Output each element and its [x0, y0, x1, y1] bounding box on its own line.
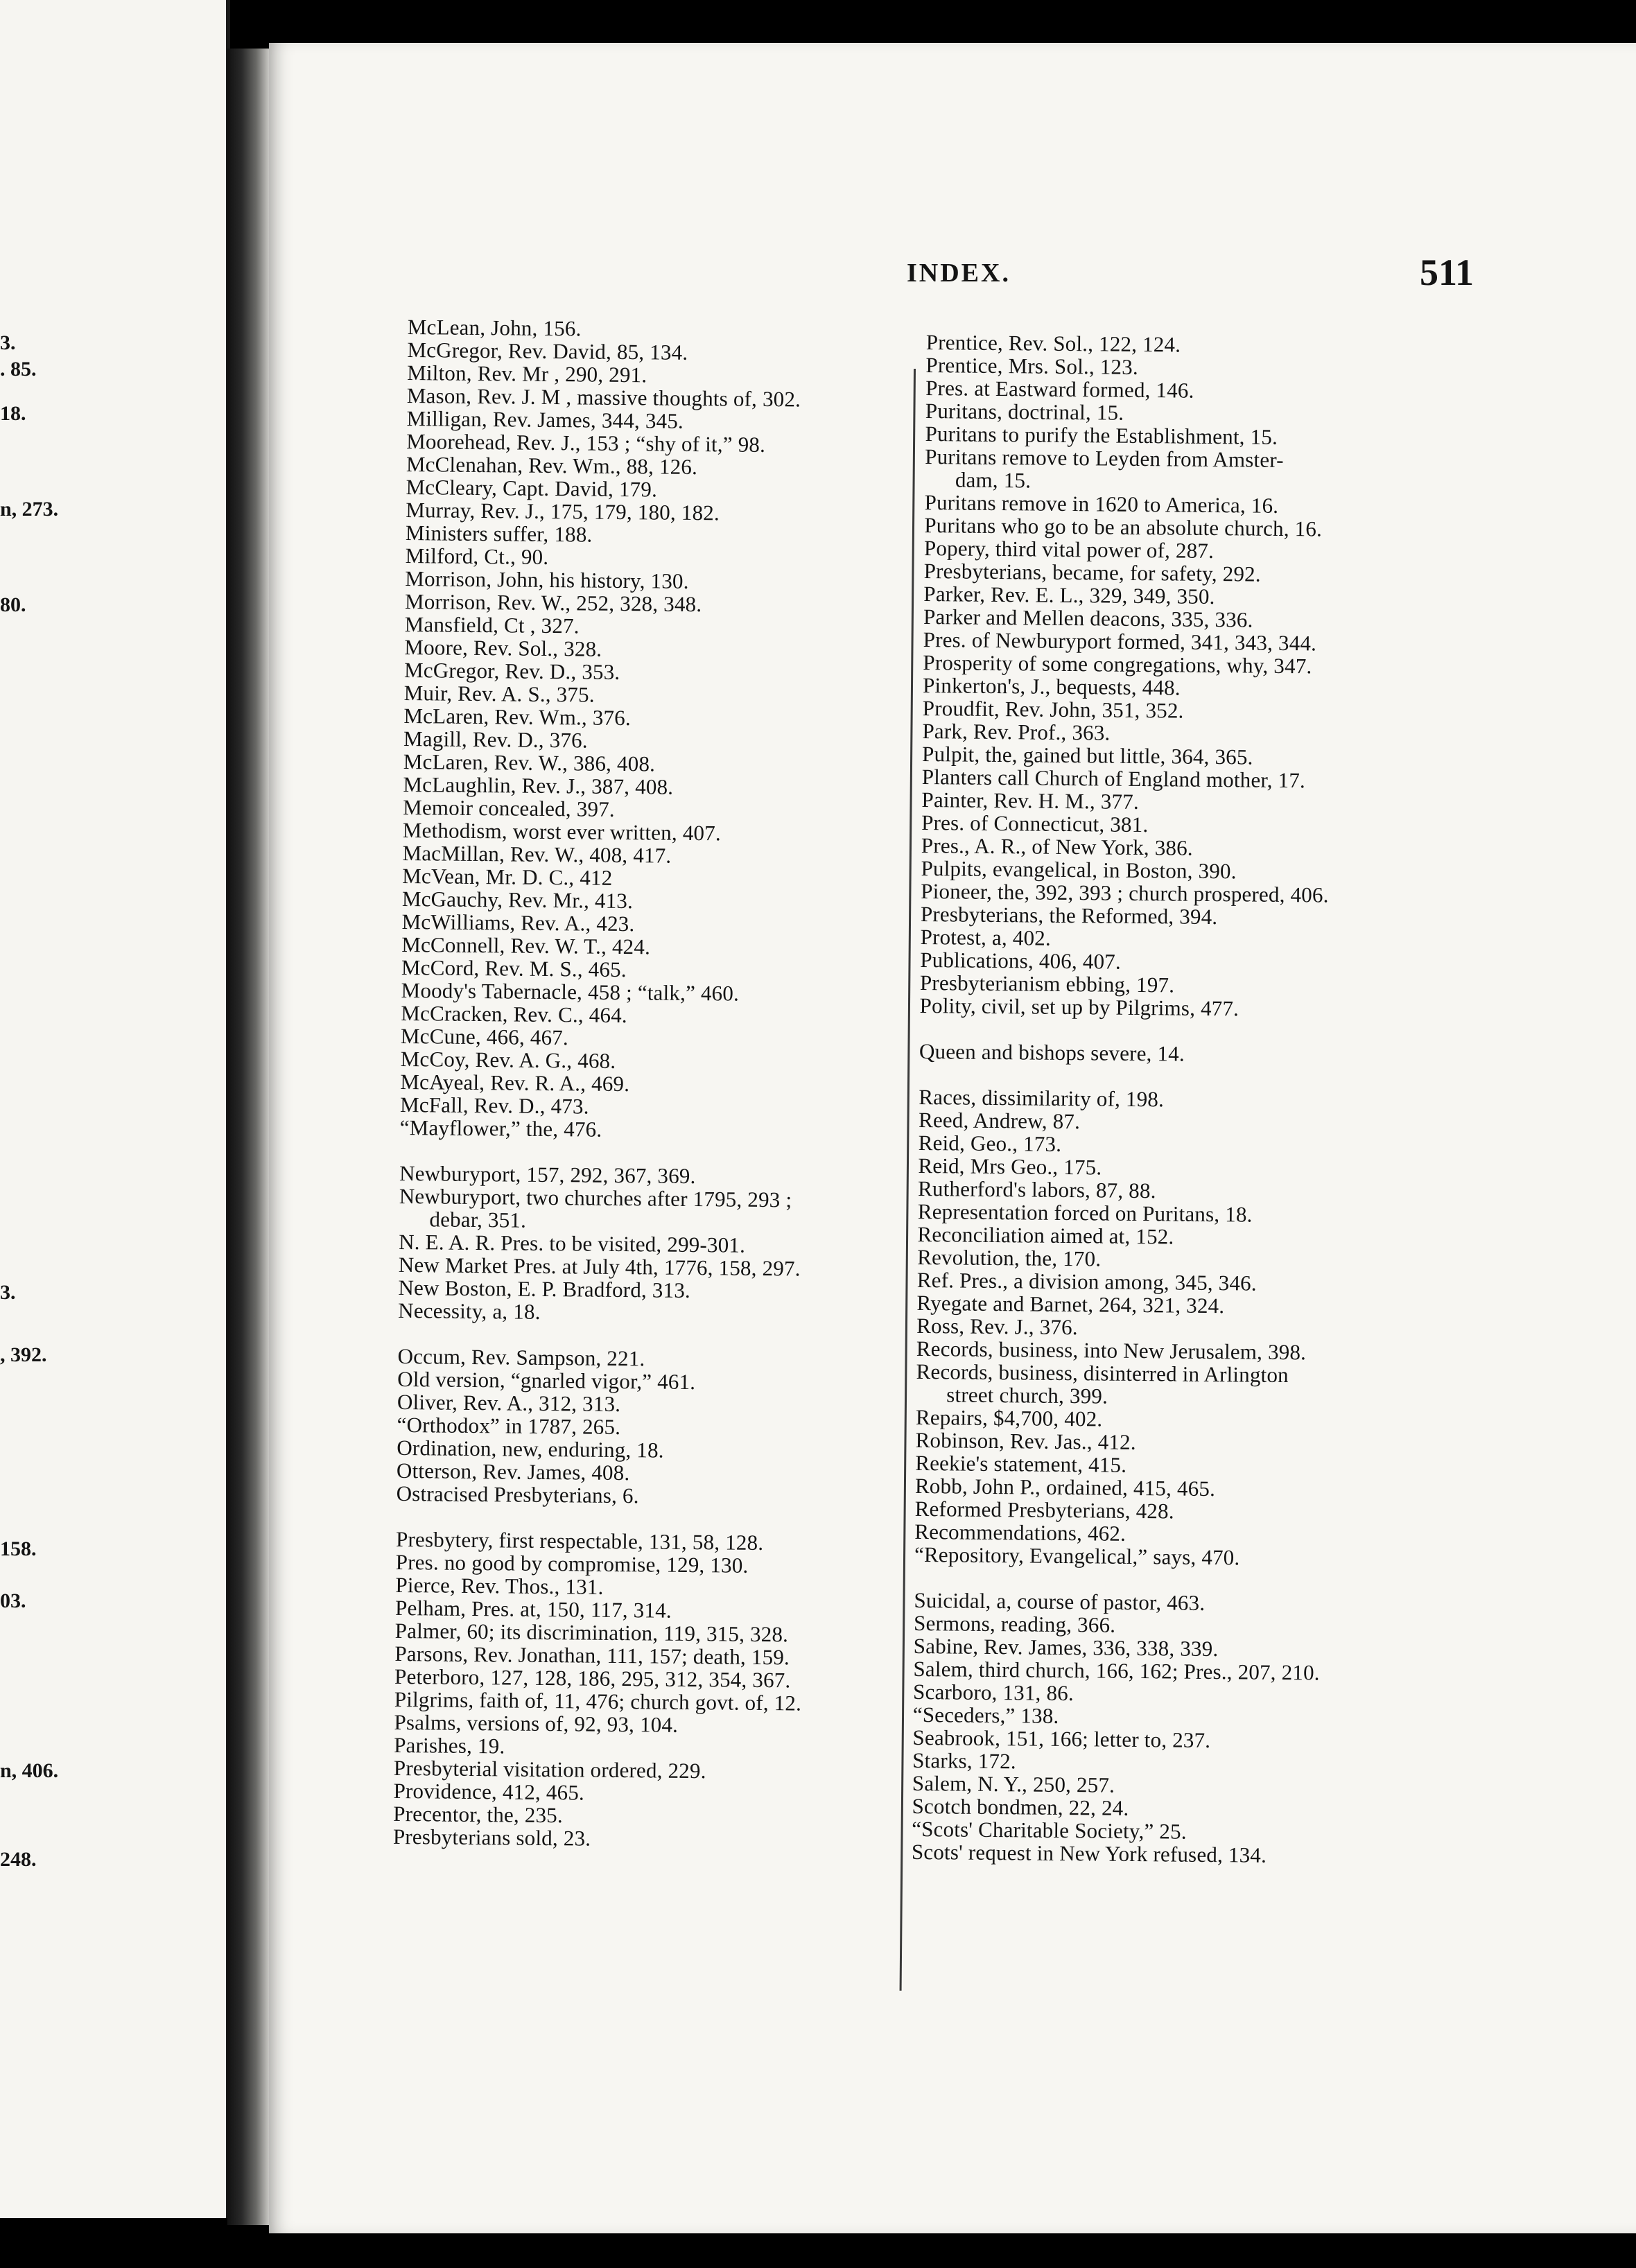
index-entry: “Mayflower,” the, 476. [399, 1115, 602, 1142]
index-entry: McAyeal, Rev. R. A., 469. [400, 1069, 630, 1097]
index-entry: Memoir concealed, 397. [403, 794, 616, 821]
index-page [269, 43, 1636, 2233]
index-entry: McLaughlin, Rev. J., 387, 408. [403, 771, 674, 799]
index-entry: Presbyterians sold, 23. [392, 1824, 591, 1851]
index-entry: Presbyterianism ebbing, 197. [919, 970, 1175, 997]
index-column-right [912, 331, 1474, 1868]
index-entry: Occum, Rev. Sampson, 221. [397, 1343, 645, 1371]
index-entry: Publications, 406, 407. [920, 947, 1122, 974]
index-entry: Park, Rev. Prof., 363. [922, 718, 1111, 745]
previous-page-fragment: n, 273. [0, 498, 59, 521]
index-entry: Salem, N. Y., 250, 257. [912, 1770, 1115, 1797]
index-entry: Methodism, worst ever written, 407. [402, 817, 722, 846]
index-entry: Reekie's statement, 415. [915, 1450, 1127, 1477]
index-entry: Pilgrims, faith of, 11, 476; church govt. of, 12. [394, 1686, 802, 1716]
index-entry: Planters call Church of England mother, 17. [921, 764, 1306, 793]
previous-page-fragment: 158. [0, 1537, 37, 1560]
index-entry: Ordination, new, enduring, 18. [397, 1435, 664, 1463]
index-entry: “Seceders,” 138. [912, 1702, 1059, 1728]
index-entry: Starks, 172. [912, 1747, 1017, 1774]
index-entry: Psalms, versions of, 92, 93, 104. [394, 1709, 679, 1737]
previous-page-fragment: . 85. [0, 358, 37, 381]
index-entry: Peterboro, 127, 128, 186, 295, 312, 354, 367. [394, 1664, 791, 1693]
index-entry: Magill, Rev. D., 376. [403, 726, 588, 753]
index-entry: Races, dissimilarity of, 198. [919, 1084, 1165, 1112]
index-entry: “Orthodox” in 1787, 265. [397, 1412, 621, 1440]
index-entry: Necessity, a, 18. [398, 1298, 541, 1324]
index-entry: Suicidal, a, course of pastor, 463. [914, 1587, 1206, 1615]
index-entry: Mansfield, Ct , 327. [404, 611, 580, 638]
index-entry: Presbyterial visitation ordered, 229. [393, 1755, 706, 1783]
index-entry: McCleary, Capt. David, 179. [406, 474, 658, 502]
index-entry: Presbyterians, became, for safety, 292. [923, 558, 1261, 586]
index-entry: Proudfit, Rev. John, 351, 352. [922, 695, 1184, 723]
index-entry: Painter, Rev. H. M., 377. [921, 787, 1140, 814]
index-entry: Milford, Ct., 90. [405, 543, 549, 569]
index-entry: Reconciliation aimed at, 152. [917, 1221, 1174, 1249]
index-entry: McFall, Rev. D., 473. [399, 1092, 589, 1119]
index-column-left [393, 315, 934, 1853]
index-entry: Representation forced on Puritans, 18. [917, 1198, 1253, 1227]
index-entry: Reid, Geo., 173. [918, 1130, 1062, 1156]
index-entry: Reed, Andrew, 87. [918, 1107, 1081, 1134]
book-gutter [227, 49, 269, 2225]
page-number: 511 [1420, 252, 1474, 293]
index-entry: Sabine, Rev. James, 336, 338, 339. [913, 1633, 1219, 1661]
index-entry: Puritans remove to Leyden from Amster- [925, 444, 1284, 472]
index-entry: Prosperity of some congregations, why, 347. [923, 649, 1312, 679]
index-entry: McCracken, Rev. C., 464. [401, 1000, 628, 1028]
index-entry: Sermons, reading, 366. [913, 1610, 1116, 1637]
index-entry: Records, business, disinterred in Arlington [916, 1359, 1289, 1388]
index-entry: McGregor, Rev. David, 85, 134. [407, 337, 688, 365]
index-entry: Morrison, Rev. W., 252, 328, 348. [404, 588, 702, 617]
index-entry: Parsons, Rev. Jonathan, 111, 157; death, 159. [394, 1641, 790, 1670]
index-entry: McVean, Mr. D. C., 412 [402, 863, 613, 890]
index-entry: McCord, Rev. M. S., 465. [401, 954, 627, 982]
index-entry: McLaren, Rev. Wm., 376. [403, 703, 632, 731]
index-entry: Pres. of Newburyport formed, 341, 343, 344. [923, 627, 1317, 656]
index-entry: Prentice, Rev. Sol., 122, 124. [925, 330, 1181, 357]
index-entry: McClenahan, Rev. Wm., 88, 126. [406, 451, 698, 480]
index-entry: Muir, Rev. A. S., 375. [403, 680, 595, 707]
index-entry: Parishes, 19. [394, 1732, 505, 1759]
index-entry: Pulpits, evangelical, in Boston, 390. [921, 855, 1237, 884]
index-entry: Morrison, John, his history, 130. [405, 566, 689, 593]
index-entry: Pres. of Connecticut, 381. [921, 810, 1149, 837]
previous-page-fragment: 248. [0, 1848, 37, 1871]
index-entry: Rutherford's labors, 87, 88. [917, 1176, 1156, 1203]
index-entry: Pulpit, the, gained but little, 364, 365. [921, 741, 1253, 769]
index-entry: McGregor, Rev. D., 353. [403, 657, 620, 684]
index-entry: Scarboro, 131, 86. [912, 1679, 1074, 1706]
index-entry: Popery, third vital power of, 287. [923, 535, 1215, 563]
index-entry: Pres. no good by compromise, 129, 130. [395, 1549, 749, 1578]
index-entry: Reid, Mrs Geo., 175. [918, 1153, 1102, 1180]
index-entry: Recommendations, 462. [914, 1519, 1126, 1546]
index-entry: Robinson, Rev. Jas., 412. [915, 1427, 1136, 1454]
index-entry: Parker, Rev. E. L., 329, 349, 350. [923, 581, 1215, 609]
index-entry: Providence, 412, 465. [393, 1778, 585, 1805]
previous-page-fragment: 80. [0, 593, 26, 616]
index-entry: Puritans remove in 1620 to America, 16. [924, 489, 1279, 518]
index-entry: Murray, Rev. J., 175, 179, 180, 182. [406, 497, 720, 525]
index-entry: Mason, Rev. J. M , massive thoughts of, 302. [406, 383, 801, 412]
running-title: INDEX. [907, 259, 1011, 288]
index-entry-continuation: dam, 15. [955, 467, 1032, 493]
index-entry: New Boston, E. P. Bradford, 313. [398, 1275, 691, 1302]
index-entry-continuation: street church, 399. [946, 1382, 1108, 1408]
index-entry-continuation: debar, 351. [429, 1207, 527, 1232]
index-entry: McGauchy, Rev. Mr., 413. [401, 886, 634, 914]
index-entry: Presbyterians, the Reformed, 394. [920, 901, 1218, 930]
index-entry: Parker and Mellen deacons, 335, 336. [923, 604, 1253, 632]
index-entry: McLean, John, 156. [407, 315, 582, 341]
index-entry: Moore, Rev. Sol., 328. [404, 634, 602, 661]
index-entry: Salem, third church, 166, 162; Pres., 207, 210. [913, 1656, 1320, 1685]
index-entry: Pres., A. R., of New York, 386. [921, 832, 1194, 860]
previous-page-fragment: 03. [0, 1589, 26, 1612]
index-entry: McConnell, Rev. W. T., 424. [401, 932, 651, 959]
previous-page-edge [0, 0, 230, 2218]
index-entry: New Market Pres. at July 4th, 1776, 158, 297. [398, 1252, 801, 1281]
index-entry: McLaren, Rev. W., 386, 408. [403, 749, 656, 776]
index-entry: Ostracised Presbyterians, 6. [396, 1481, 639, 1508]
index-entry: Ministers suffer, 188. [405, 520, 593, 547]
index-entry: Scotch bondmen, 22, 24. [912, 1793, 1129, 1820]
previous-page-fragment: 3. [0, 1281, 16, 1304]
index-entry: Repairs, $4,700, 402. [915, 1404, 1103, 1431]
index-entry: Puritans, doctrinal, 15. [925, 398, 1124, 425]
index-entry: Seabrook, 151, 166; letter to, 237. [912, 1725, 1211, 1753]
index-entry: Oliver, Rev. A., 312, 313. [397, 1389, 621, 1417]
index-entry: Records, business, into New Jerusalem, 398. [916, 1336, 1307, 1365]
index-entry: Polity, civil, set up by Pilgrims, 477. [919, 993, 1239, 1021]
index-entry: Pierce, Rev. Thos., 131. [395, 1572, 604, 1599]
previous-page-fragment: 3. [0, 331, 16, 354]
index-entry: Ref. Pres., a division among, 345, 346. [916, 1267, 1257, 1296]
index-entry: Pres. at Eastward formed, 146. [925, 375, 1194, 403]
previous-page-fragment: n, 406. [0, 1759, 59, 1782]
index-entry: Scots' request in New York refused, 134. [911, 1839, 1267, 1867]
index-entry: MacMillan, Rev. W., 408, 417. [402, 840, 672, 868]
index-entry: Moorehead, Rev. J., 153 ; “shy of it,” 98. [406, 428, 766, 457]
index-entry: Newburyport, 157, 292, 367, 369. [399, 1160, 696, 1189]
index-entry: Milton, Rev. Mr , 290, 291. [407, 360, 647, 387]
index-entry: McCoy, Rev. A. G., 468. [400, 1046, 616, 1073]
index-entry: Ryegate and Barnet, 264, 321, 324. [916, 1290, 1225, 1318]
index-entry: Pioneer, the, 392, 393 ; church prospered, 406. [921, 878, 1329, 907]
index-entry: Ross, Rev. J., 376. [916, 1313, 1078, 1340]
index-entry: Revolution, the, 170. [917, 1244, 1102, 1271]
index-entry: Otterson, Rev. James, 408. [396, 1458, 630, 1485]
index-entry: Puritans to purify the Establishment, 15. [925, 421, 1278, 449]
index-entry: Old version, “gnarled vigor,” 461. [397, 1366, 696, 1395]
index-entry: Reformed Presbyterians, 428. [914, 1496, 1174, 1524]
index-entry: Moody's Tabernacle, 458 ; “talk,” 460. [401, 977, 740, 1006]
index-entry: Pinkerton's, J., bequests, 448. [922, 672, 1181, 700]
index-entry: McCune, 466, 467. [400, 1023, 569, 1050]
index-entry: Protest, a, 402. [920, 924, 1052, 950]
index-entry: Presbytery, first respectable, 131, 58, 128. [395, 1526, 764, 1555]
index-entry: Milligan, Rev. James, 344, 345. [406, 405, 684, 433]
index-entry: Newburyport, two churches after 1795, 293 ; [399, 1183, 792, 1212]
index-entry: “Repository, Evangelical,” says, 470. [914, 1542, 1240, 1570]
index-entry: Palmer, 60; its discrimination, 119, 315, 328. [394, 1618, 789, 1647]
index-entry: Pelham, Pres. at, 150, 117, 314. [394, 1595, 672, 1623]
previous-page-fragment: , 392. [0, 1343, 47, 1366]
index-entry: Robb, John P., ordained, 415, 465. [914, 1473, 1216, 1501]
index-entry: “Scots' Charitable Society,” 25. [912, 1816, 1187, 1844]
index-entry: Queen and bishops severe, 14. [919, 1038, 1185, 1066]
index-entry: McWilliams, Rev. A., 423. [401, 909, 635, 936]
previous-page-fragment: 18. [0, 402, 26, 425]
index-entry: N. E. A. R. Pres. to be visited, 299-301. [399, 1229, 746, 1257]
index-entry: Puritans who go to be an absolute church, 16. [924, 512, 1323, 541]
index-entry: Prentice, Mrs. Sol., 123. [925, 352, 1139, 379]
index-entry: Precentor, the, 235. [393, 1801, 564, 1828]
